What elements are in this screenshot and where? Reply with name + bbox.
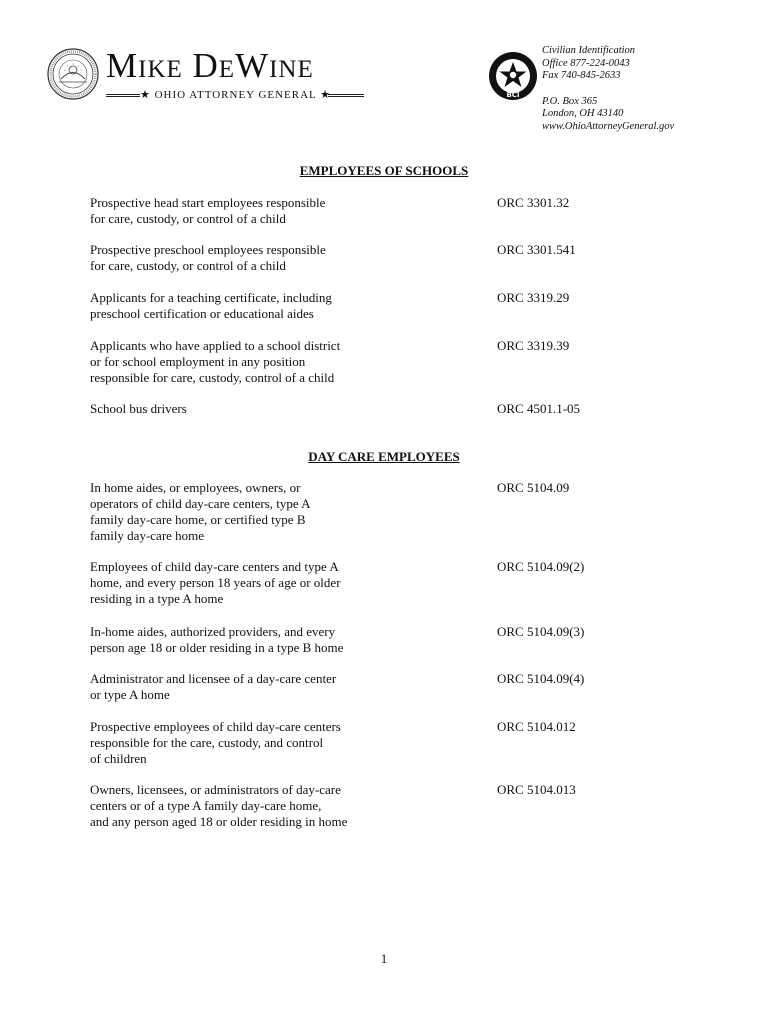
row-description: Prospective employees of child day-care centers responsible for the care, custody, and control of children bbox=[90, 719, 341, 766]
page-number: 1 bbox=[380, 951, 388, 966]
bci-badge-label: BCI bbox=[506, 91, 520, 99]
row-orc-code: ORC 3301.541 bbox=[497, 242, 576, 257]
row-orc-code: ORC 5104.09 bbox=[497, 480, 570, 495]
contact-website[interactable]: www.OhioAttorneyGeneral.gov bbox=[542, 120, 675, 132]
row-orc-code: ORC 5104.013 bbox=[497, 782, 576, 797]
row-description: In-home aides, authorized providers, and every person age 18 or older residing in a type B home bbox=[90, 624, 344, 655]
row-description: Prospective head start employees responsible for care, custody, or control of a child bbox=[90, 195, 326, 226]
row-description: School bus drivers bbox=[90, 401, 187, 416]
row-orc-code: ORC 3319.39 bbox=[497, 338, 570, 353]
row-orc-code: ORC 5104.012 bbox=[497, 719, 576, 734]
contact-dept: Civilian Identification bbox=[542, 45, 636, 56]
section-title-day-care: DAY CARE EMPLOYEES bbox=[308, 449, 460, 464]
contact-fax: Fax 740-845-2633 bbox=[542, 70, 621, 81]
row-orc-code: ORC 3319.29 bbox=[497, 290, 570, 305]
row-orc-code: ORC 4501.1-05 bbox=[497, 401, 581, 416]
contact-city: London, OH 43140 bbox=[542, 108, 624, 119]
contact-office-phone: Office 877-224-0043 bbox=[542, 57, 630, 69]
row-description: Applicants for a teaching certificate, including preschool certification or educational aides bbox=[90, 290, 332, 321]
row-orc-code: ORC 3301.32 bbox=[497, 195, 570, 210]
row-orc-code: ORC 5104.09(3) bbox=[497, 624, 585, 639]
letterhead bbox=[0, 0, 768, 140]
row-description: Applicants who have applied to a school district or for school employment in any position responsible for care, custody, control of a child bbox=[90, 338, 341, 385]
row-description: Employees of child day-care centers and type A home, and every person 18 years of age or older residing in a type A home bbox=[90, 559, 341, 606]
row-orc-code: ORC 5104.09(4) bbox=[497, 671, 585, 686]
row-description: Owners, licensees, or administrators of day-care centers or of a type A family day-care home, and any person aged 18 or older residing in home bbox=[90, 782, 348, 829]
attorney-general-name: Mike DeWine bbox=[106, 46, 314, 85]
contact-block bbox=[542, 45, 674, 133]
office-title-text: ★ OHIO ATTORNEY GENERAL ★ bbox=[140, 89, 331, 101]
contact-po-box: P.O. Box 365 bbox=[542, 95, 598, 107]
row-orc-code: ORC 5104.09(2) bbox=[497, 559, 585, 574]
bci-badge-icon bbox=[488, 51, 538, 101]
row-description: Administrator and licensee of a day-care center or type A home bbox=[90, 671, 337, 702]
section-title-schools: EMPLOYEES OF SCHOOLS bbox=[299, 163, 469, 178]
office-title bbox=[106, 88, 364, 102]
row-description: Prospective preschool employees responsible for care, custody, or control of a child bbox=[90, 242, 326, 273]
ohio-seal-icon bbox=[47, 48, 99, 100]
row-description: In home aides, or employees, owners, or operators of child day-care centers, type A family day-care home, or certified type B family day-care home bbox=[90, 480, 311, 543]
